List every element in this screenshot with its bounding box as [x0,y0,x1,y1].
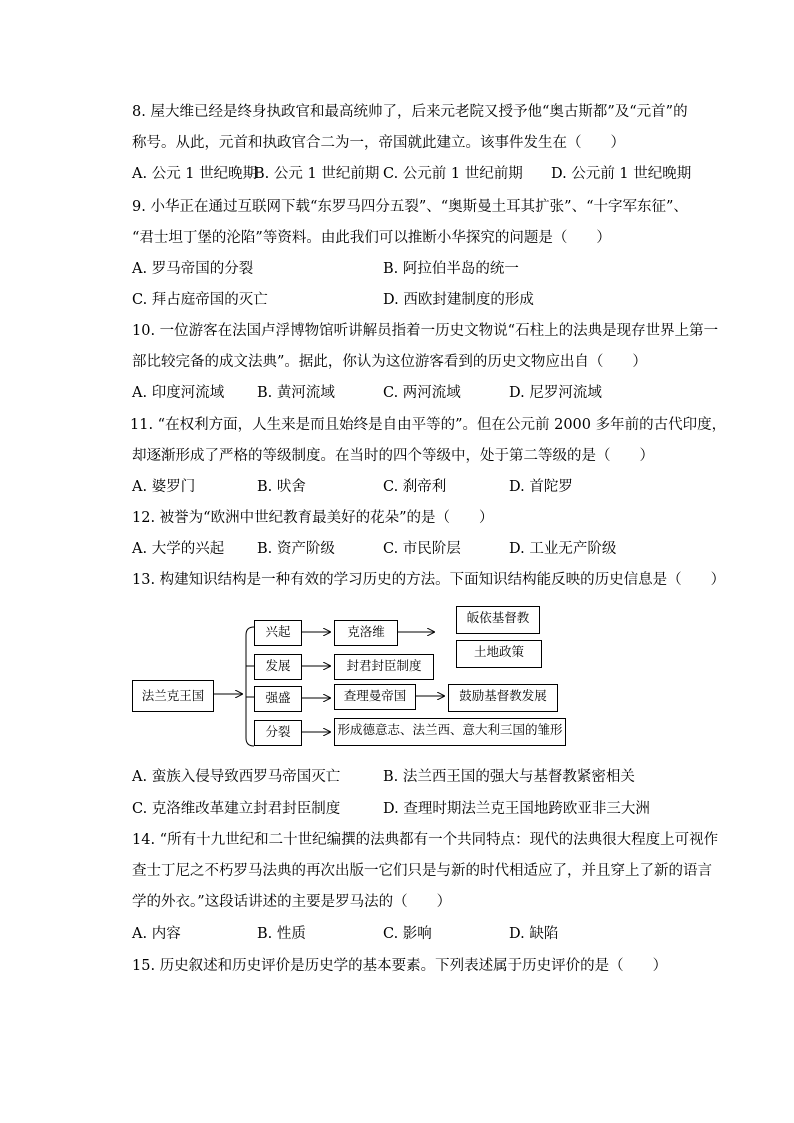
q14-line-2: 查士丁尼之不朽罗马法典的再次出版一它们只是与新的时代相适应了，并且穿上了新的语言 [132,863,712,879]
q9-option-b[interactable]: B. 阿拉伯半岛的统一 [383,261,519,277]
stage-box-prosper: 强盛 [254,686,302,712]
q9-line-1: 9. 小华正在通过互联网下载“东罗马四分五裂”、“奥斯曼土耳其扩张”、“十字军东征”、 [132,199,688,215]
q10-line-1: 10. 一位游客在法国卢浮博物馆听讲解员指着一历史文物说“石柱上的法典是现存世界上第一 [132,323,719,339]
q13-option-a[interactable]: A. 蛮族入侵导致西罗马帝国灭亡 [132,769,341,785]
q9-option-d[interactable]: D. 西欧封建制度的形成 [383,292,534,308]
q14-option-c[interactable]: C. 影响 [383,926,432,942]
q11-option-d[interactable]: D. 首陀罗 [509,479,573,495]
detail-box-three-states: 形成德意志、法兰西、意大利三国的雏形 [334,718,566,746]
q8-line-2: 称号。从此，元首和执政官合二为一，帝国就此建立。该事件发生在（ ） [132,135,625,151]
q8-line-1: 8. 屋大维已经是终身执政官和最高统帅了，后来元老院又授予他“奥古斯都”及“元首”的 [132,104,688,120]
q11-option-c[interactable]: C. 刹帝利 [383,479,447,495]
q11-line-1: 11. “在权利方面，人生来是而且始终是自由平等的”。但在公元前 2000 多年前的古代印度， [130,417,727,433]
q10-option-a[interactable]: A. 印度河流域 [132,385,225,401]
q14-line-3: 学的外衣。”这段话讲述的主要是罗马法的（ ） [132,894,452,910]
detail-box-feudal: 封君封臣制度 [334,654,434,680]
stage-box-rise: 兴起 [254,620,302,646]
q13-line-1: 13. 构建知识结构是一种有效的学习历史的方法。下面知识结构能反映的历史信息是（ ） [132,572,726,588]
stage-box-develop: 发展 [254,654,302,680]
q10-option-b[interactable]: B. 黄河流域 [257,385,335,401]
detail-box-clovis: 克洛维 [334,620,398,646]
q8-option-d[interactable]: D. 公元前 1 世纪晚期 [551,166,692,182]
q10-line-2: 部比较完备的成文法典”。据此，你认为这位游客看到的历史文物应出自（ ） [132,354,647,370]
q13-option-c[interactable]: C. 克洛维改革建立封君封臣制度 [132,801,341,817]
q12-option-d[interactable]: D. 工业无产阶级 [509,541,617,557]
q10-option-c[interactable]: C. 两河流域 [383,385,461,401]
q14-line-1: 14. “所有十九世纪和二十世纪编撰的法典都有一个共同特点：现代的法典很大程度上可视作 [132,832,719,848]
q13-option-d[interactable]: D. 查理时期法兰克王国地跨欧亚非三大洲 [383,801,650,817]
q12-option-b[interactable]: B. 资产阶级 [257,541,335,557]
sub-box-convert: 皈依基督教 [456,606,540,634]
q9-option-c[interactable]: C. 拜占庭帝国的灭亡 [132,292,268,308]
q12-line-1: 12. 被誉为“欧洲中世纪教育最美好的花朵”的是（ ） [132,510,494,526]
detail-box-charlemagne: 查理曼帝国 [334,684,416,710]
q9-line-2: “君士坦丁堡的沦陷”等资料。由此我们可以推断小华探究的问题是（ ） [132,230,611,246]
q15-line-1: 15. 历史叙述和历史评价是历史学的基本要素。下列表述属于历史评价的是（ ） [132,958,668,974]
q14-option-b[interactable]: B. 性质 [257,926,306,942]
root-box: 法兰克王国 [132,680,214,712]
sub-box-encourage: 鼓励基督教发展 [448,684,558,712]
q8-option-b[interactable]: B. 公元 1 世纪前期 [254,166,380,182]
q11-line-2: 却逐渐形成了严格的等级制度。在当时的四个等级中，处于第二等级的是（ ） [132,448,654,464]
q8-option-a[interactable]: A. 公元 1 世纪晚期 [132,166,258,182]
knowledge-structure-diagram [130,604,580,752]
q14-option-a[interactable]: A. 内容 [132,926,181,942]
q12-option-a[interactable]: A. 大学的兴起 [132,541,225,557]
sub-box-land-policy: 土地政策 [456,640,542,668]
stage-box-split: 分裂 [254,720,302,746]
q12-option-c[interactable]: C. 市民阶层 [383,541,461,557]
q10-option-d[interactable]: D. 尼罗河流域 [509,385,602,401]
q11-option-a[interactable]: A. 婆罗门 [132,479,196,495]
q11-option-b[interactable]: B. 吠舍 [257,479,306,495]
q13-option-b[interactable]: B. 法兰西王国的强大与基督教紧密相关 [383,769,635,785]
q14-option-d[interactable]: D. 缺陷 [509,926,559,942]
q8-option-c[interactable]: C. 公元前 1 世纪前期 [383,166,523,182]
q9-option-a[interactable]: A. 罗马帝国的分裂 [132,261,254,277]
